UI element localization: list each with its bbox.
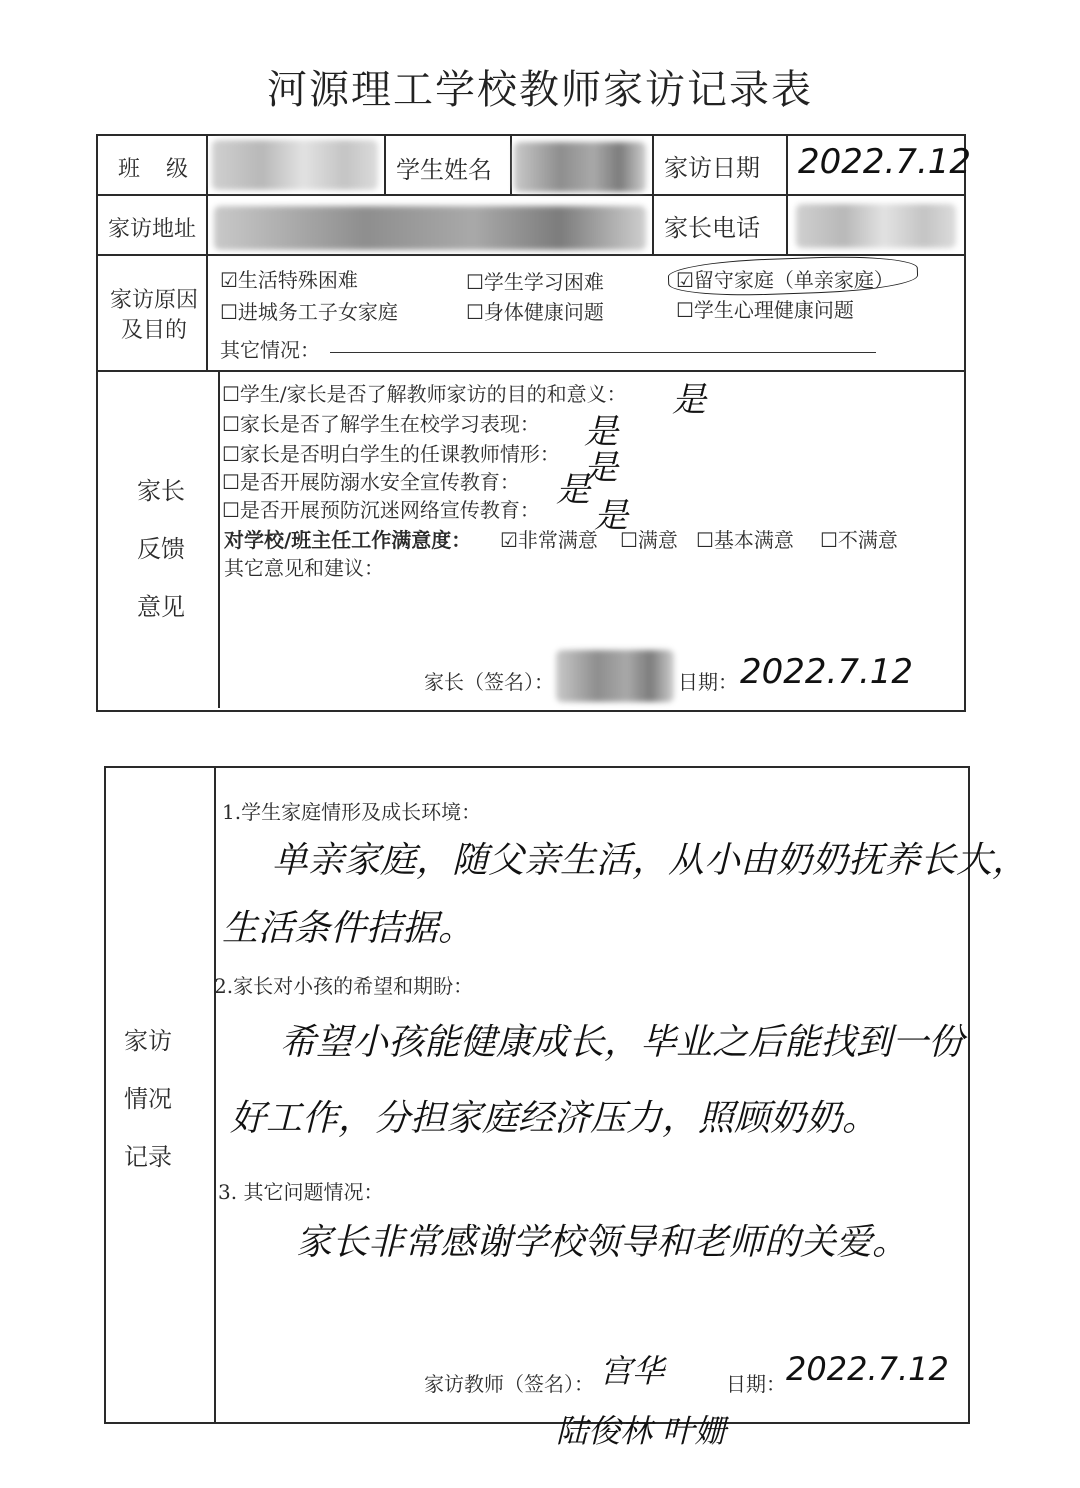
reason-option-6[interactable]: ☐学生心理健康问题 — [676, 298, 854, 322]
student-name-redacted — [514, 142, 646, 192]
teacher-sign-label: 家访教师（签名）： — [424, 1372, 594, 1396]
teacher-signature: 宫华 — [600, 1352, 665, 1390]
q2-label: 2.家长对小孩的希望和期盼： — [214, 974, 474, 998]
parent-date-value: 2022.7.12 — [740, 652, 914, 692]
q3-label: 3. 其它问题情况： — [218, 1180, 384, 1204]
satisfaction-option-3[interactable]: ☐基本满意 — [696, 528, 794, 552]
satisfaction-option-1[interactable]: ☑非常满意 — [500, 528, 598, 552]
parent-phone-label: 家长电话 — [664, 214, 760, 242]
feedback-answer-3: 是 — [584, 448, 618, 488]
parent-sign-label: 家长（签名）： — [424, 670, 554, 694]
class-value-redacted — [212, 140, 378, 190]
satisfaction-option-2[interactable]: ☐满意 — [620, 528, 678, 552]
reason-option-1[interactable]: ☑生活特殊困难 — [220, 268, 358, 292]
q1-label: 1.学生家庭情形及成长环境： — [222, 800, 482, 824]
feedback-question-3[interactable]: ☐家长是否明白学生的任课教师情形： — [222, 442, 560, 466]
q1-answer-line2: 生活条件拮据。 — [222, 908, 475, 949]
reason-label: 家访原因及目的 — [109, 288, 198, 343]
feedback-question-2[interactable]: ☐家长是否了解学生在校学习表现： — [222, 412, 540, 436]
teacher-date-value: 2022.7.12 — [786, 1350, 949, 1388]
address-value-redacted — [214, 206, 646, 250]
feedback-answer-5: 是 — [594, 496, 628, 536]
q1-answer-line1: 单亲家庭，随父亲生活，从小由奶奶抚养长大， — [272, 840, 1029, 881]
teacher-date-label: 日期： — [726, 1372, 786, 1396]
parent-signature-redacted — [556, 650, 674, 702]
q2-answer-line1: 希望小孩能健康成长，毕业之后能找到一份 — [280, 1022, 965, 1063]
feedback-question-4[interactable]: ☐是否开展防溺水安全宣传教育： — [222, 470, 520, 494]
reason-other-label: 其它情况： — [220, 338, 320, 362]
feedback-answer-2: 是 — [584, 412, 618, 452]
reason-option-4[interactable]: ☐进城务工子女家庭 — [220, 300, 398, 324]
feedback-answer-1: 是 — [672, 380, 706, 420]
reason-option-5[interactable]: ☐身体健康问题 — [466, 300, 604, 324]
reason-other-line — [330, 352, 876, 353]
address-label: 家访地址 — [108, 217, 197, 242]
extra-signatures: 陆俊林 叶姗 — [556, 1412, 727, 1450]
other-suggestions-label: 其它意见和建议： — [224, 556, 384, 580]
q2-answer-line2: 好工作，分担家庭经济压力，照顾奶奶。 — [230, 1098, 879, 1139]
reason-option-2[interactable]: ☐学生学习困难 — [466, 270, 604, 294]
record-label: 家访情况记录 — [124, 1027, 172, 1171]
parent-date-label: 日期： — [678, 670, 738, 694]
feedback-label: 家长反馈意见 — [137, 477, 185, 621]
satisfaction-option-4[interactable]: ☐不满意 — [820, 528, 898, 552]
visit-date-label: 家访日期 — [664, 154, 760, 182]
visit-date-value: 2022.7.12 — [798, 142, 972, 182]
feedback-question-5[interactable]: ☐是否开展预防沉迷网络宣传教育： — [222, 498, 540, 522]
satisfaction-label: 对学校/班主任工作满意度： — [224, 528, 472, 552]
feedback-question-1[interactable]: ☐学生/家长是否了解教师家访的目的和意义： — [222, 382, 627, 406]
student-name-label: 学生姓名 — [396, 156, 492, 184]
feedback-answer-4: 是 — [556, 470, 590, 510]
parent-phone-redacted — [796, 204, 956, 248]
document-title: 河源理工学校教师家访记录表 — [267, 67, 813, 113]
q3-answer: 家长非常感谢学校领导和老师的关爱。 — [296, 1222, 909, 1263]
reason-option-3[interactable]: ☑留守家庭（单亲家庭） — [676, 268, 894, 292]
class-label: 班 级 — [118, 157, 192, 182]
